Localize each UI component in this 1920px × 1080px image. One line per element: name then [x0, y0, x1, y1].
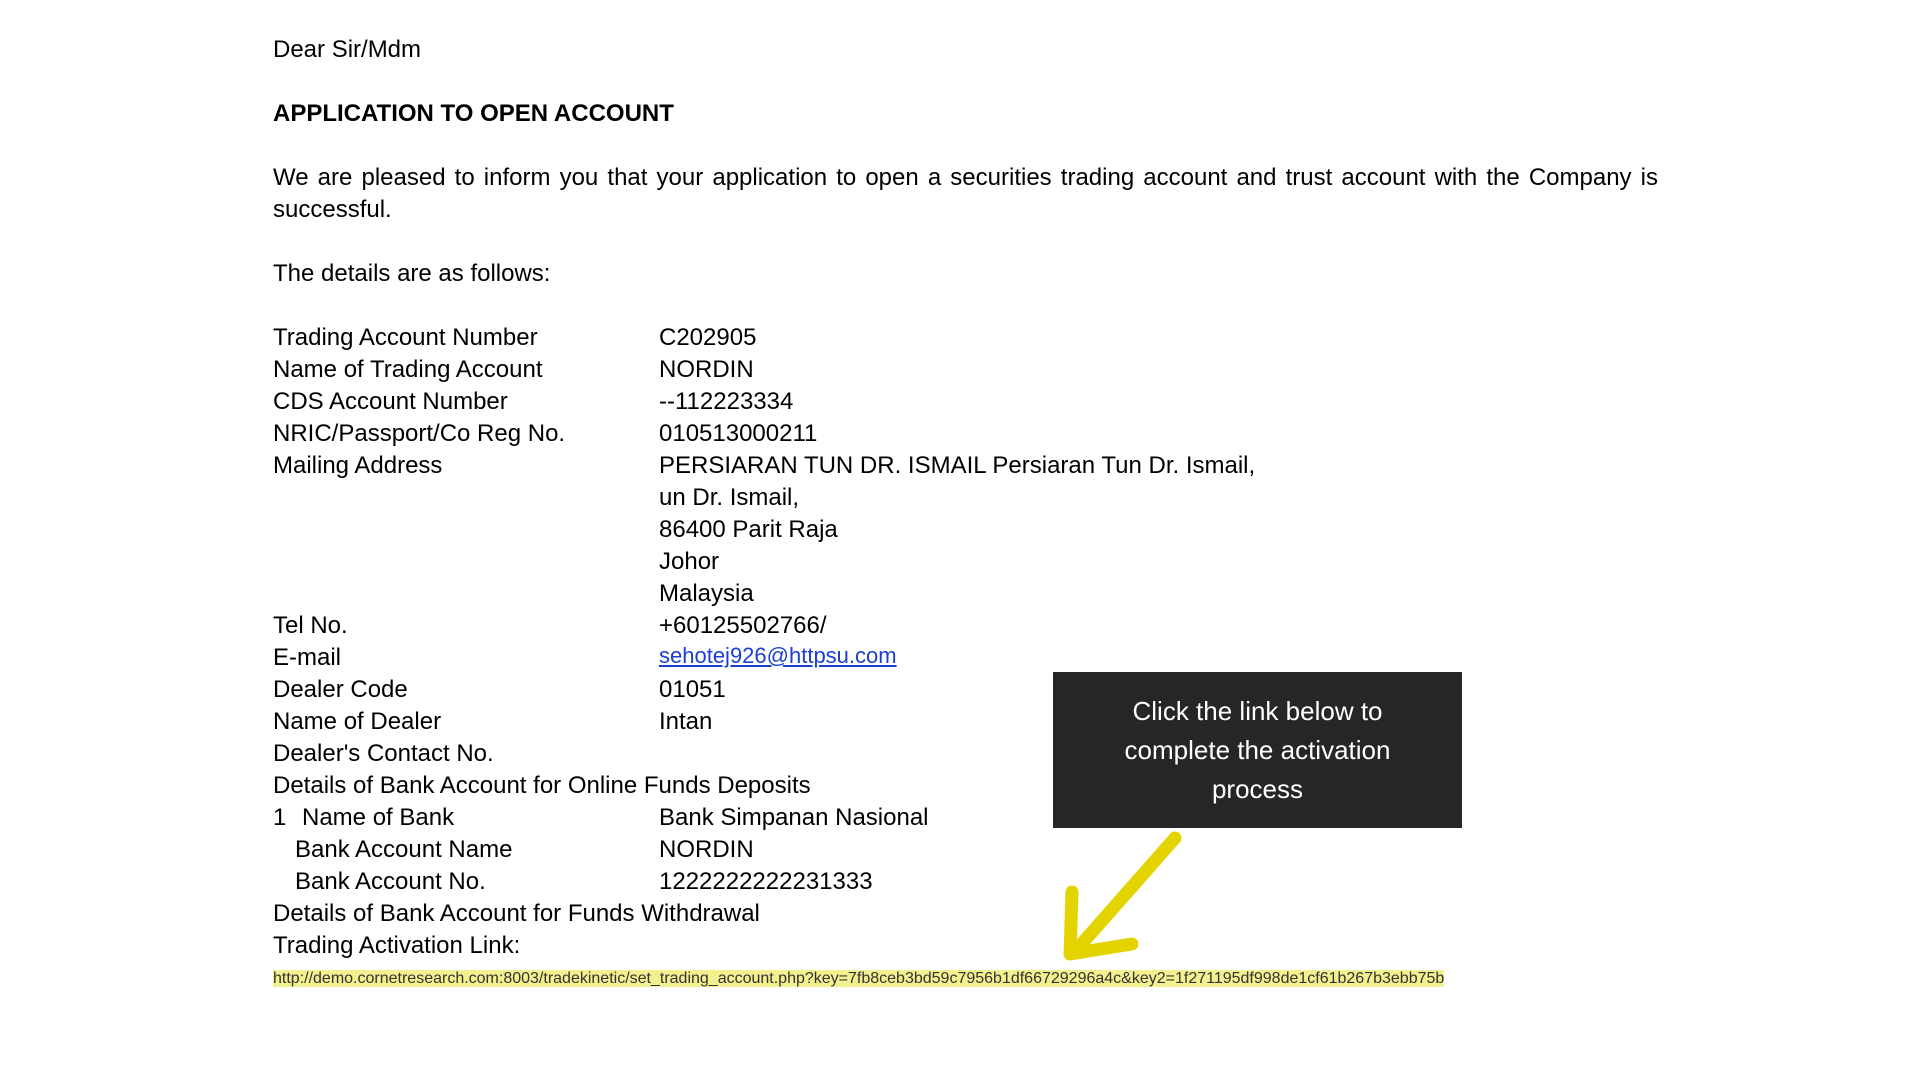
subject-heading: APPLICATION TO OPEN ACCOUNT — [273, 100, 674, 127]
detail-label: Tel No. — [273, 612, 348, 639]
arrow-down-left-icon — [1050, 830, 1190, 970]
activation-label: Trading Activation Link: — [273, 932, 521, 959]
detail-value: 1222222222231333 — [659, 868, 873, 895]
detail-value: C202905 — [659, 324, 757, 351]
account-details — [273, 322, 1658, 990]
activation-link[interactable]: http://demo.cornetresearch.com:8003/tradekinetic/set_trading_account.php?key=7fb8ceb3bd59c7956b1df66729296a4c&key2=1f271195df998de1cf61b267b3ebb75b — [273, 970, 1445, 987]
letter — [273, 34, 1658, 990]
detail-label: Name of Trading Account — [273, 356, 543, 383]
detail-row-address-cont — [273, 578, 1658, 610]
detail-label: NRIC/Passport/Co Reg No. — [273, 420, 566, 447]
detail-row-bank-account-no — [273, 866, 1658, 898]
bank-withdrawal-heading: Details of Bank Account for Funds Withdrawal — [273, 900, 760, 927]
detail-label: Bank Account No. — [295, 868, 486, 895]
detail-row-nric — [273, 418, 1658, 450]
detail-row-cds-account-number — [273, 386, 1658, 418]
detail-row-bank-account-name — [273, 834, 1658, 866]
address-line: Malaysia — [659, 580, 754, 607]
detail-value: Intan — [659, 708, 713, 735]
detail-label: Mailing Address — [273, 452, 443, 479]
bank-deposit-heading: Details of Bank Account for Online Funds Deposits — [273, 772, 811, 799]
detail-value: 010513000211 — [659, 420, 818, 447]
intro-paragraph: We are pleased to inform you that your application to open a securities trading account and trust account with the Company is successful. — [273, 164, 1658, 223]
detail-value: 01051 — [659, 676, 726, 703]
address-line: un Dr. Ismail, — [659, 484, 800, 511]
detail-value: NORDIN — [659, 356, 754, 383]
detail-label: E-mail — [273, 644, 342, 671]
detail-value: --112223334 — [659, 388, 794, 415]
detail-label: Dealer Code — [273, 676, 408, 703]
detail-row-address-cont — [273, 546, 1658, 578]
detail-row-email — [273, 642, 1658, 674]
callout-box — [1053, 672, 1462, 828]
detail-value: Bank Simpanan Nasional — [659, 804, 929, 831]
address-line: Johor — [659, 548, 720, 575]
detail-row-name-of-trading-account — [273, 354, 1658, 386]
detail-label: Dealer's Contact No. — [273, 740, 494, 767]
detail-value: NORDIN — [659, 836, 754, 863]
detail-row-address-cont — [273, 514, 1658, 546]
detail-row-address-cont — [273, 482, 1658, 514]
detail-label: 1 Name of Bank — [273, 802, 659, 834]
greeting: Dear Sir/Mdm — [273, 36, 422, 63]
callout-text: Click the link below to complete the activation process — [1124, 695, 1391, 804]
details-intro: The details are as follows: — [273, 260, 551, 287]
detail-label: CDS Account Number — [273, 388, 508, 415]
address-line: PERSIARAN TUN DR. ISMAIL Persiaran Tun Dr. Ismail, — [659, 452, 1256, 479]
detail-row-trading-account-number — [273, 322, 1658, 354]
bank-number: 1 — [273, 804, 287, 831]
detail-row-tel — [273, 610, 1658, 642]
detail-value: +60125502766/ — [659, 612, 827, 639]
address-line: 86400 Parit Raja — [659, 516, 838, 543]
detail-label: Trading Account Number — [273, 324, 538, 351]
email-link[interactable]: sehotej926@httpsu.com — [659, 643, 897, 668]
detail-label: Name of Dealer — [273, 708, 442, 735]
detail-label: Bank Account Name — [295, 836, 513, 863]
detail-row-mailing-address — [273, 450, 1658, 482]
